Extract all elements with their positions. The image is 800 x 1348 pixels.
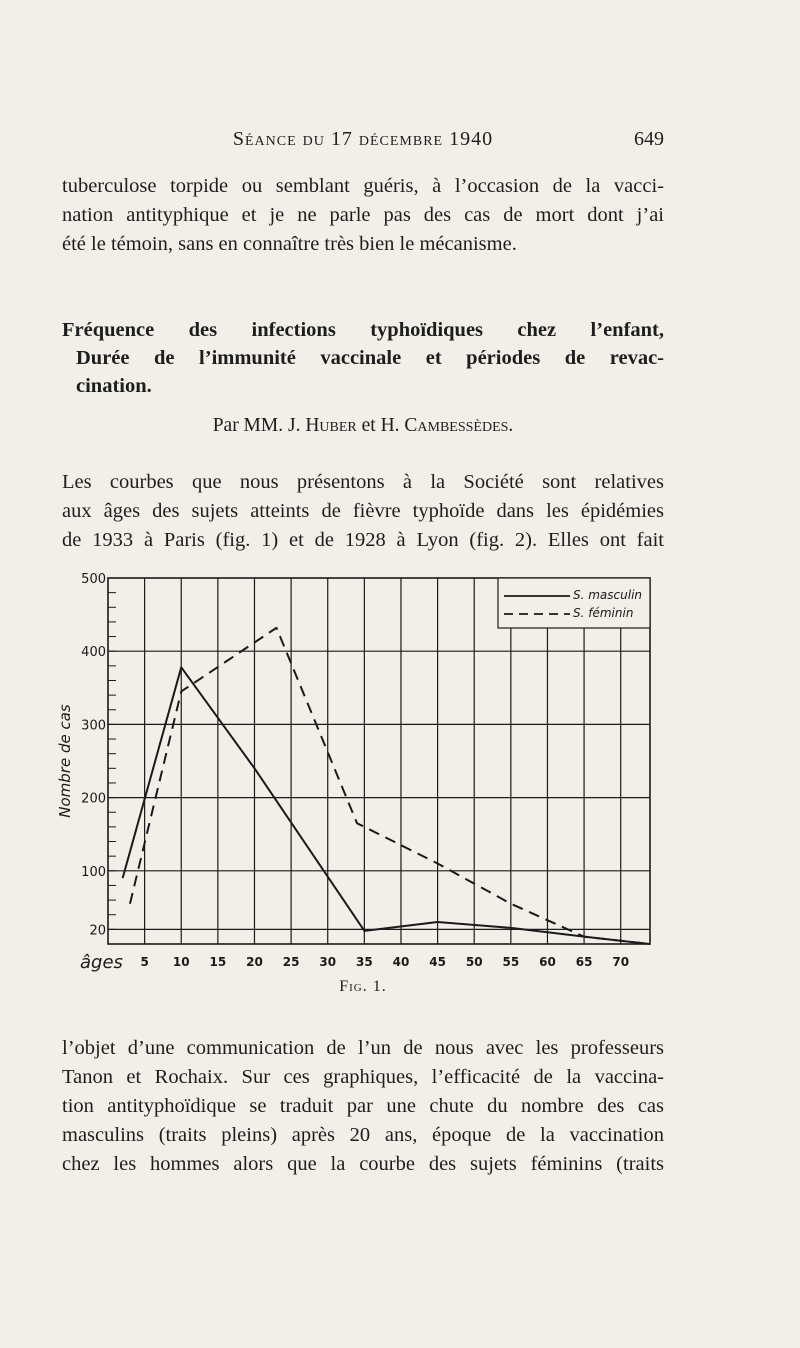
text-line: Les courbes que nous présentons à la Société sont relatives bbox=[62, 471, 664, 493]
title-line: Durée de l’immunité vaccinale et périodes de revac- bbox=[76, 347, 664, 369]
authors-line bbox=[62, 415, 664, 437]
x-tick-label: 50 bbox=[465, 955, 483, 969]
title-line: Fréquence des infections typhoïdiques chez l’enfant, bbox=[62, 319, 664, 341]
paragraph-3 bbox=[62, 1034, 664, 1179]
x-tick-label: 10 bbox=[172, 955, 190, 969]
line-chart bbox=[50, 560, 670, 980]
text-line: masculins (traits pleins) après 20 ans, époque de la vaccination bbox=[62, 1124, 664, 1146]
legend-box bbox=[498, 578, 650, 628]
x-axis-label: âges bbox=[80, 952, 123, 973]
y-tick-label: 300 bbox=[81, 718, 106, 734]
series-line-masculin bbox=[123, 667, 650, 944]
text-line: l’objet d’une communication de l’un de nous avec les professeurs bbox=[62, 1037, 664, 1059]
author-1: Huber bbox=[305, 415, 357, 436]
y-tick-label: 500 bbox=[81, 572, 106, 587]
plot-frame bbox=[108, 578, 650, 944]
authors-prefix: Par MM. J. bbox=[212, 415, 306, 436]
paragraph-2 bbox=[62, 468, 664, 555]
y-tick-label: 400 bbox=[81, 645, 106, 661]
x-tick-label: 5 bbox=[140, 955, 149, 969]
legend-label: S. masculin bbox=[573, 588, 643, 602]
text-line: été le témoin, sans en connaître très bien le mécanisme. bbox=[62, 233, 517, 255]
x-tick-label: 70 bbox=[612, 955, 630, 969]
text-line: tion antityphoïdique se traduit par une chute du nombre des cas bbox=[62, 1095, 664, 1117]
series-line-feminin bbox=[130, 628, 650, 944]
x-tick-label: 40 bbox=[392, 955, 410, 969]
x-tick-label: 60 bbox=[539, 955, 556, 969]
y-tick-label: 20 bbox=[89, 923, 106, 939]
text-line: tuberculose torpide ou semblant guéris, à l’occasion de la vacci- bbox=[62, 175, 664, 197]
text-line: chez les hommes alors que la courbe des sujets féminins (traits bbox=[62, 1153, 664, 1175]
x-tick-label: 30 bbox=[319, 955, 337, 969]
x-tick-label: 15 bbox=[209, 955, 227, 969]
y-tick-label: 200 bbox=[81, 791, 106, 807]
y-axis-label: Nombre de cas bbox=[56, 704, 74, 818]
figure-1-chart bbox=[50, 560, 670, 980]
x-tick-label: 55 bbox=[502, 955, 520, 969]
author-2: Cambessèdes. bbox=[404, 415, 514, 436]
article-title bbox=[62, 316, 664, 400]
text-line: de 1933 à Paris (fig. 1) et de 1928 à Lyon (fig. 2). Elles ont fait bbox=[62, 529, 664, 551]
title-line: cination. bbox=[76, 375, 152, 397]
x-tick-label: 45 bbox=[429, 955, 446, 969]
legend-label: S. féminin bbox=[573, 606, 634, 620]
text-line: Tanon et Rochaix. Sur ces graphiques, l’efficacité de la vaccina- bbox=[62, 1066, 664, 1088]
page-header bbox=[62, 128, 664, 158]
text-line: aux âges des sujets atteints de fièvre typhoïde dans les épidémies bbox=[62, 500, 664, 522]
running-title: Séance du 17 décembre 1940 bbox=[232, 128, 494, 150]
figure-caption: Fig. 1. bbox=[339, 978, 387, 995]
page-number: 649 bbox=[634, 128, 664, 150]
y-tick-label: 100 bbox=[81, 864, 106, 880]
authors-mid: et H. bbox=[356, 415, 405, 436]
x-tick-label: 65 bbox=[575, 955, 593, 969]
x-tick-label: 20 bbox=[246, 955, 263, 969]
x-tick-label: 25 bbox=[282, 955, 300, 969]
paragraph-1 bbox=[62, 172, 664, 259]
text-line: nation antityphique et je ne parle pas des cas de mort dont j’ai bbox=[62, 204, 664, 226]
x-tick-label: 35 bbox=[355, 955, 373, 969]
